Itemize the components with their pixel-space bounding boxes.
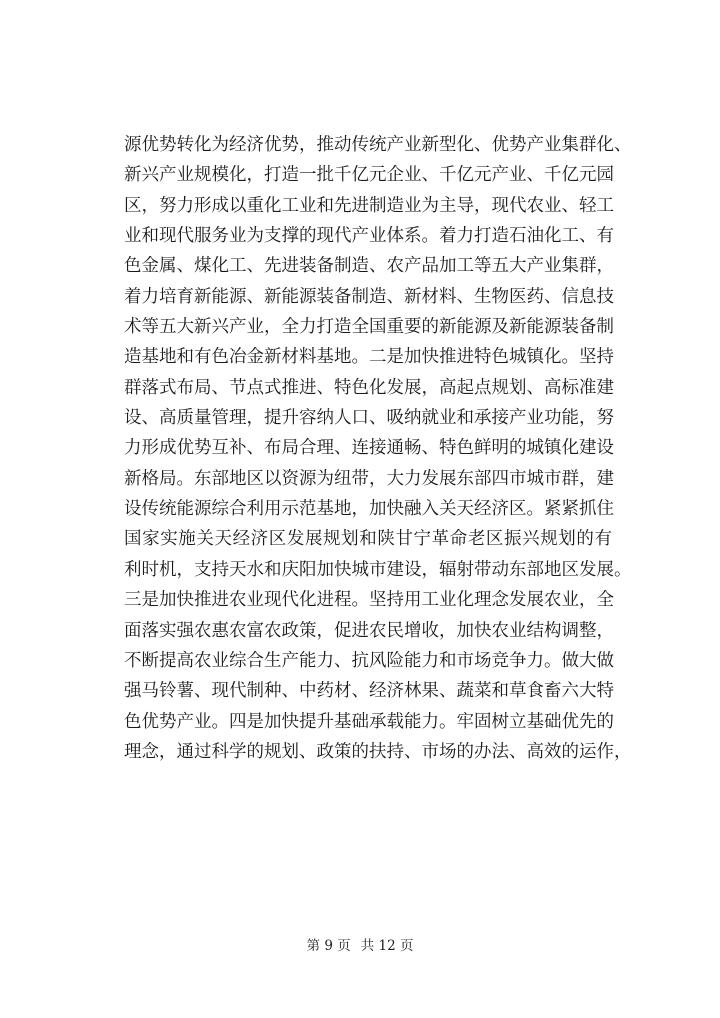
text-line: 理念，通过科学的规划、政策的扶持、市场的办法、高效的运作， <box>124 741 632 762</box>
text-line: 三是加快推进农业现代化进程。坚持用工业化理念发展农业，全 <box>124 590 614 611</box>
text-line: 色优势产业。四是加快提升基础承载能力。牢固树立基础优先的 <box>124 711 614 732</box>
page-number: 第 9 页 <box>306 938 351 954</box>
body-text <box>124 130 632 767</box>
text-line: 设传统能源综合利用示范基地，加快融入关天经济区。紧紧抓住 <box>124 499 614 520</box>
text-line: 造基地和有色冶金新材料基地。二是加快推进特色城镇化。坚持 <box>124 347 614 368</box>
text-line: 力形成优势互补、布局合理、连接通畅、特色鲜明的城镇化建设 <box>124 438 614 459</box>
text-line: 新兴产业规模化，打造一批千亿元企业、千亿元产业、千亿元园 <box>124 165 614 186</box>
text-line: 设、高质量管理，提升容纳人口、吸纳就业和承接产业功能，努 <box>124 408 614 429</box>
text-line: 国家实施关天经济区发展规划和陕甘宁革命老区振兴规划的有 <box>124 529 612 550</box>
text-line: 源优势转化为经济优势，推动传统产业新型化、优势产业集群化、 <box>124 135 632 155</box>
text-line: 群落式布局、节点式推进、特色化发展，高起点规划、高标准建 <box>124 377 614 398</box>
page-footer <box>0 937 720 955</box>
text-line: 新格局。东部地区以资源为纽带，大力发展东部四市城市群，建 <box>124 468 614 489</box>
text-line: 面落实强农惠农富农政策，促进农民增收，加快农业结构调整， <box>124 620 614 641</box>
text-line: 强马铃薯、现代制种、中药材、经济林果、蔬菜和草食畜六大特 <box>124 681 614 702</box>
text-line: 术等五大新兴产业，全力打造全国重要的新能源及新能源装备制 <box>124 317 614 338</box>
text-line: 色金属、煤化工、先进装备制造、农产品加工等五大产业集群， <box>124 256 614 277</box>
text-line: 着力培育新能源、新能源装备制造、新材料、生物医药、信息技 <box>124 286 614 307</box>
text-line: 不断提高农业综合生产能力、抗风险能力和市场竞争力。做大做 <box>124 650 614 671</box>
text-line: 利时机，支持天水和庆阳加快城市建设，辐射带动东部地区发展。 <box>124 559 632 580</box>
page-total: 共 12 页 <box>360 938 414 954</box>
text-line: 区，努力形成以重化工业和先进制造业为主导，现代农业、轻工 <box>124 195 614 216</box>
text-line: 业和现代服务业为支撑的现代产业体系。着力打造石油化工、有 <box>124 226 614 247</box>
